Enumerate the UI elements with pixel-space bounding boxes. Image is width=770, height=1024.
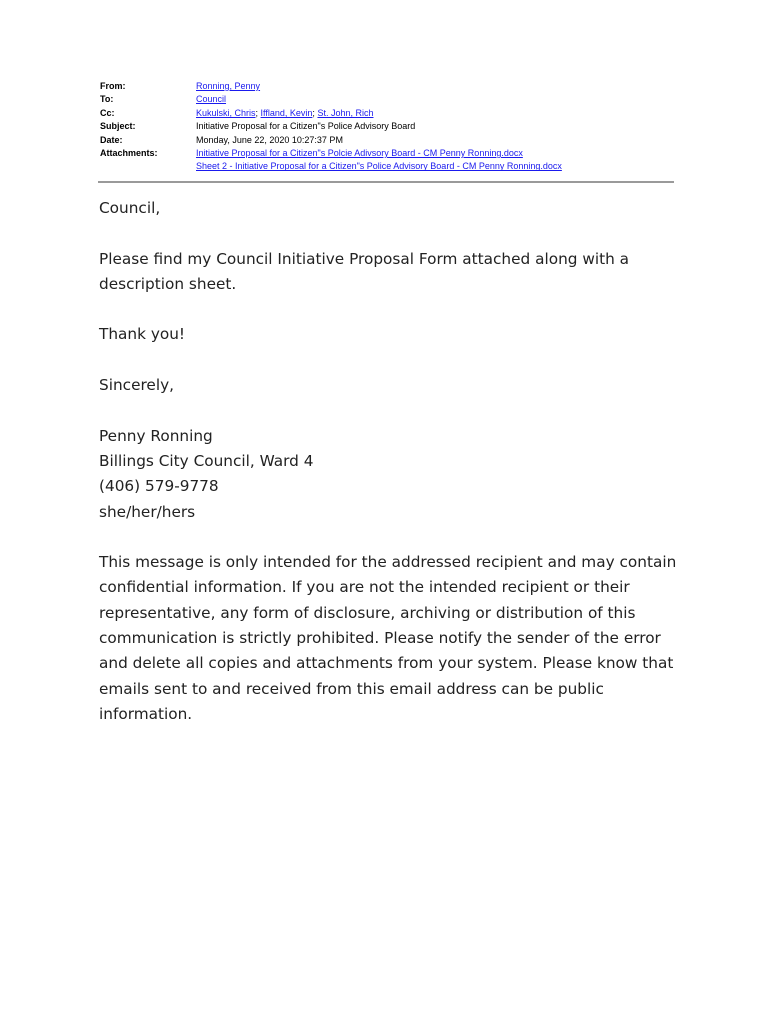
subject-row	[100, 120, 675, 133]
signature-phone: (406) 579-9778	[99, 477, 219, 496]
attachments-label: Attachments:	[100, 148, 158, 159]
cc-link-iffland[interactable]: Iffland, Kevin	[260, 107, 313, 118]
attachment-link-2[interactable]: Sheet 2 - Initiative Proposal for a Citizen"s Police Advisory Board - CM Penny Ronning.docx	[196, 161, 562, 172]
cc-separator: ;	[255, 107, 259, 118]
date-value: Monday, June 22, 2020 10:27:37 PM	[196, 134, 343, 145]
cc-link-kukulski[interactable]: Kukulski, Chris	[196, 107, 256, 118]
from-row	[100, 80, 675, 93]
cc-row	[100, 107, 675, 120]
signature-name: Penny Ronning	[99, 426, 213, 445]
from-label: From:	[100, 81, 126, 91]
date-row	[100, 134, 675, 147]
greeting: Council,	[99, 199, 161, 217]
subject-label: Subject:	[100, 121, 136, 132]
from-link[interactable]: Ronning, Penny	[196, 81, 261, 91]
date-label: Date:	[100, 134, 123, 145]
subject-value: Initiative Proposal for a Citizen"s Police Advisory Board	[196, 121, 416, 132]
to-row	[100, 93, 675, 106]
cc-separator: ;	[312, 107, 315, 118]
cc-label: Cc:	[100, 107, 115, 118]
to-label: To:	[100, 94, 114, 105]
thanks-text: Thank you!	[99, 325, 186, 344]
header-divider	[98, 181, 674, 183]
email-body	[99, 196, 679, 727]
signature-title: Billings City Council, Ward 4	[99, 451, 314, 470]
to-link[interactable]: Council	[196, 94, 227, 105]
attachment-link-1[interactable]: Initiative Proposal for a Citizen"s Polcie Adivsory Board - CM Penny Ronning.docx	[196, 148, 523, 159]
cc-link-st-john[interactable]: St. John, Rich	[317, 107, 374, 118]
closing-text: Sincerely,	[99, 376, 175, 395]
message-text: Please find my Council Initiative Proposal Form attached along with a description sheet.	[99, 249, 630, 293]
attachments-row	[100, 147, 675, 174]
signature-pronouns: she/her/hers	[99, 502, 196, 521]
email-header	[100, 80, 675, 174]
disclaimer-text: This message is only intended for the addressed recipient and may contain confidential information. If you are not the intended recipient or their representative, any form of disclosure, archiving or distribution of this communication is strictly prohibited. Please notify the sender of the error and delete all copies and attachments from your system. Please know that emails sent to and received from this email address can be public information.	[99, 553, 677, 723]
